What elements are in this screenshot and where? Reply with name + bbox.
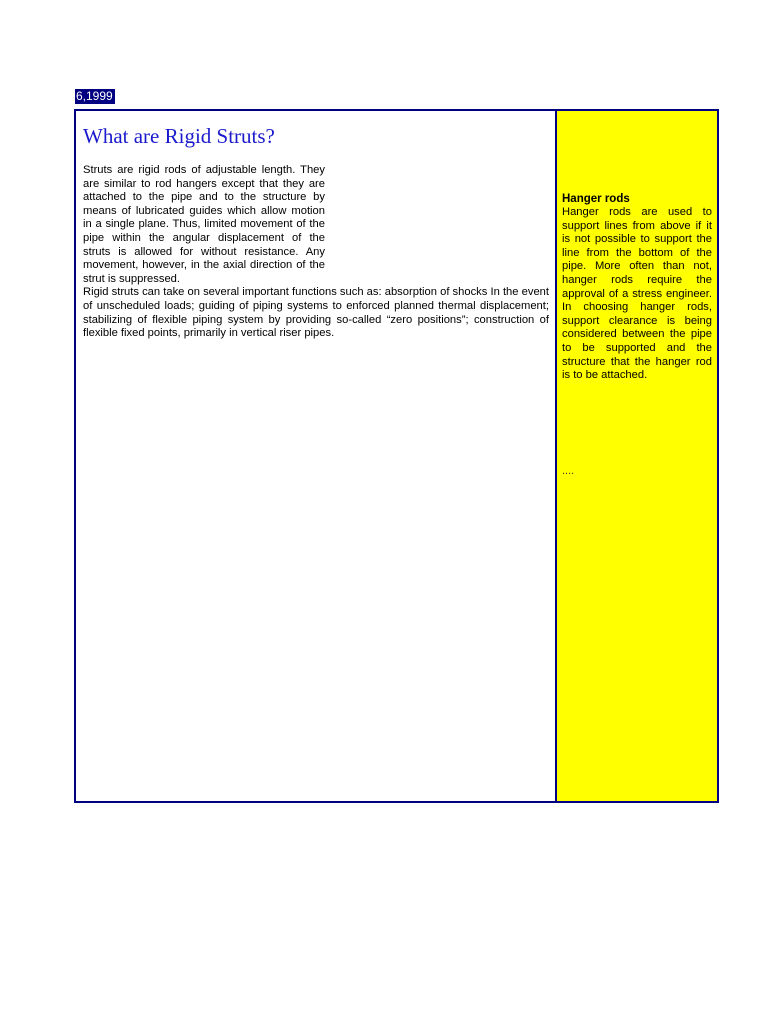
- sidebar-panel: [557, 111, 717, 801]
- article-intro: Struts are rigid rods of adjustable length. They are similar to rod hangers except that they are attached to the pipe and to the structure by means of lubricated guides which allow motion in a single plane. Thus, limited movement of the pipe within the angular displacement of the struts is allowed for without resistance. Any movement, however, in the axial direction of the strut is suppressed.: [83, 164, 325, 285]
- article-functions: Rigid struts can take on several important functions such as: absorption of shocks In the event of unscheduled loads; guiding of piping systems to enforced planned thermal displacement; stabilizing of flexible piping system by providing so-called “zero positions”; construction of flexible fixed points, primarily in vertical riser pipes.: [83, 286, 549, 340]
- sidebar-body: Hanger rods are used to support lines from above if it is not possible to support the line from the bottom of the pipe. More often than not, hanger rods require the approval of a stress engineer. In choosing hanger rods, support clearance is being considered between the pipe to be supported and the structure that the hanger rod is to be attached.: [562, 206, 712, 382]
- sidebar-heading: Hanger rods: [562, 193, 630, 205]
- sidebar-ellipsis: ....: [562, 464, 575, 477]
- article-title: What are Rigid Struts?: [83, 124, 275, 148]
- content-frame: [74, 109, 719, 803]
- date-tag: 6,1999: [76, 89, 113, 103]
- article-column: [76, 111, 557, 801]
